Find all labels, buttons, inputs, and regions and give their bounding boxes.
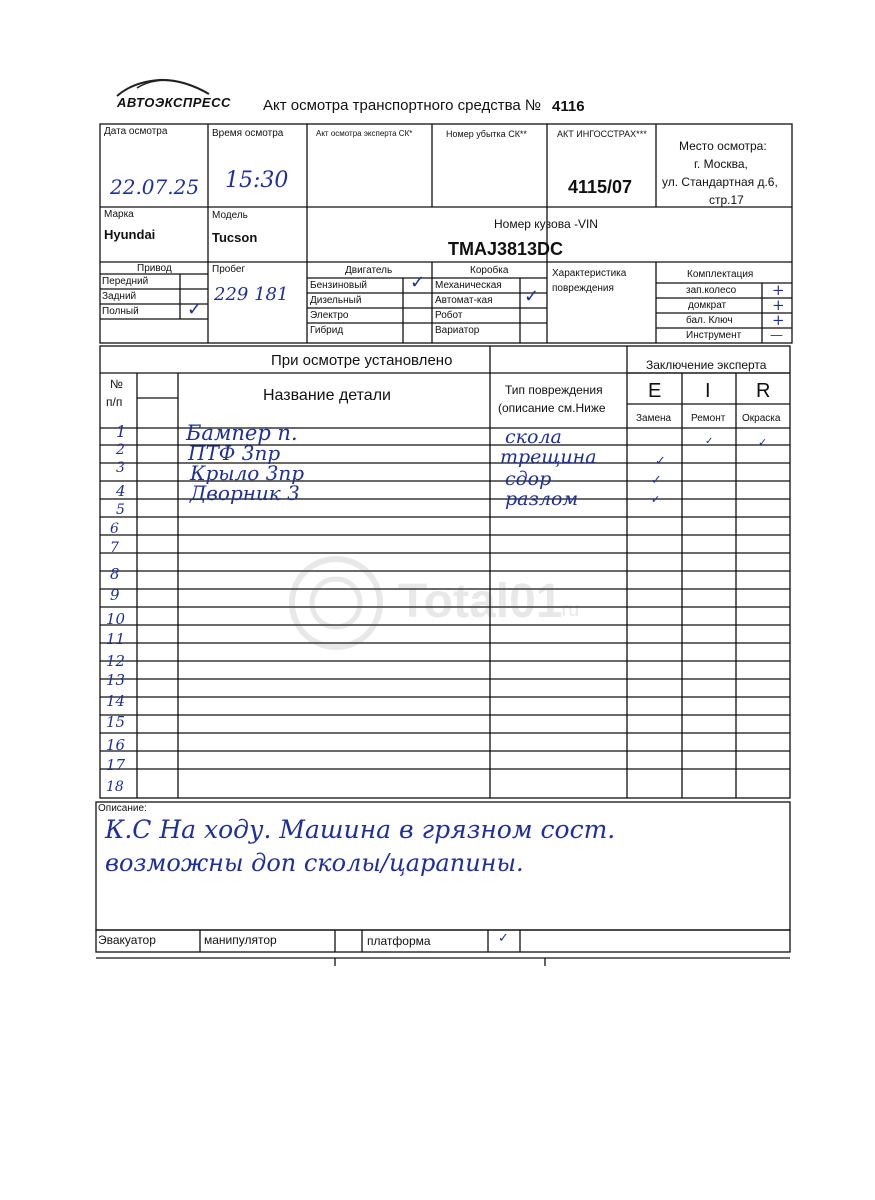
ingos-act-value: 4115/07 <box>568 177 633 197</box>
model-label: Модель <box>212 210 248 221</box>
act-number: 4116 <box>552 98 585 115</box>
kit-item-jack: домкрат <box>688 300 727 311</box>
engine-petrol-check-icon: ✓ <box>410 272 426 293</box>
vin-label: Номер кузова -VIN <box>494 217 598 231</box>
engine-label: Двигатель <box>345 265 393 276</box>
col-i-sub: Ремонт <box>691 413 726 424</box>
damage-type-subheader: (описание см.Ниже <box>498 401 606 415</box>
row-number: 18 <box>106 779 124 795</box>
date-value: 22.07.25 <box>110 175 200 199</box>
platform-check-icon: ✓ <box>498 931 509 946</box>
description-line-2: возможны доп сколы/царапины. <box>105 849 524 877</box>
part-name: Бампер п. <box>186 421 298 445</box>
ingos-act-label: АКТ ИНГОССТРАХ*** <box>557 129 647 139</box>
row1-paint-check-icon: ✓ <box>758 436 768 449</box>
engine-option-hybrid: Гибрид <box>310 325 344 336</box>
gearbox-option-auto: Автомат-кая <box>435 295 493 306</box>
part-name-header: Название детали <box>263 387 391 404</box>
time-value: 15:30 <box>225 168 289 193</box>
drive-label: Привод <box>137 263 172 274</box>
col-i-header: I <box>705 380 711 402</box>
watermark <box>288 548 608 658</box>
part-name: Крыло 3пр <box>190 461 305 485</box>
engine-option-petrol: Бензиновый <box>310 280 367 291</box>
row-number: 16 <box>106 736 126 754</box>
drive-option-front: Передний <box>102 276 149 287</box>
damage-type-header: Тип повреждения <box>505 383 603 397</box>
kit-item-wrench: бал. Ключ <box>686 315 733 326</box>
row-number: 17 <box>106 756 126 774</box>
gearbox-auto-check-icon: ✓ <box>524 286 540 307</box>
gearbox-option-manual: Механическая <box>435 280 502 291</box>
place-label: Место осмотра: <box>679 139 767 153</box>
row-number: 4 <box>116 482 126 500</box>
kit-jack-mark: + <box>772 296 785 314</box>
description-label: Описание: <box>98 803 147 814</box>
description-line-1: К.С На ходу. Машина в грязном сост. <box>105 815 616 844</box>
col-r-header: R <box>756 380 771 402</box>
kit-label: Комплектация <box>687 269 754 280</box>
time-label: Время осмотра <box>212 128 284 139</box>
row-number: 1 <box>116 422 127 441</box>
row1-repair-check-icon: ✓ <box>705 436 714 447</box>
damage-type: сдор <box>505 468 552 490</box>
row-number: 3 <box>116 460 125 476</box>
row-number: 6 <box>110 521 119 537</box>
company-logo <box>113 76 231 110</box>
platform-label: платформа <box>367 934 431 948</box>
col-e-sub: Замена <box>636 413 672 424</box>
document-title: Акт осмотра транспортного средства № <box>263 97 542 114</box>
kit-tools-mark: — <box>770 328 783 343</box>
part-name: ПТФ 3пр <box>188 441 281 465</box>
mileage-value: 229 181 <box>214 284 289 305</box>
row-number: 14 <box>106 692 126 710</box>
damage-char-label-1: Характеристика <box>552 268 627 279</box>
logo-text: АВТОЭКСПРЕСС <box>117 95 231 110</box>
gearbox-label: Коробка <box>470 265 509 276</box>
established-label: При осмотре установлено <box>271 352 453 369</box>
row2-replace-check-icon: ✓ <box>655 454 666 469</box>
col-r-sub: Окраска <box>742 413 781 424</box>
brand-label: Марка <box>104 209 134 220</box>
row-number: 2 <box>116 442 125 458</box>
watermark-text: Total01 <box>398 575 563 628</box>
model-value: Tucson <box>212 230 258 245</box>
gearbox-option-robot: Робот <box>435 310 463 321</box>
evacuator-label: Эвакуатор <box>98 933 156 947</box>
row-number: 11 <box>106 630 126 648</box>
damage-char-label-2: повреждения <box>552 283 614 294</box>
date-label: Дата осмотра <box>104 126 168 137</box>
row3-replace-check-icon: ✓ <box>651 473 662 488</box>
kit-spare-wheel-mark: + <box>772 281 785 299</box>
vin-value: TMAJ3813DC <box>448 239 564 259</box>
brand-value: Hyundai <box>104 227 156 242</box>
drive-option-full: Полный <box>102 306 139 317</box>
damage-type: скола <box>505 426 562 448</box>
damage-type: трещина <box>500 446 597 468</box>
place-street: ул. Стандартная д.6, <box>662 175 778 189</box>
place-building: стр.17 <box>709 193 744 207</box>
col-e-header: E <box>648 380 662 402</box>
kit-wrench-mark: + <box>772 311 785 329</box>
row-number: 10 <box>106 610 126 628</box>
row-number: 8 <box>110 565 120 583</box>
row-number: 15 <box>106 713 126 731</box>
watermark-suffix: .ru <box>556 599 580 621</box>
kit-item-tools: Инструмент <box>686 330 742 341</box>
no-sublabel: п/п <box>106 395 123 409</box>
kit-item-spare-wheel: зап.колесо <box>686 285 737 296</box>
row-number: 13 <box>106 671 126 689</box>
engine-option-diesel: Дизельный <box>310 295 362 306</box>
row4-replace-check-icon: ✓ <box>651 493 661 506</box>
conclusion-label: Заключение эксперта <box>646 358 767 372</box>
manipulator-label: манипулятор <box>204 933 277 947</box>
loss-number-label: Номер убытка СК** <box>446 129 527 139</box>
row-number: 9 <box>110 586 120 604</box>
gearbox-option-cvt: Вариатор <box>435 325 480 336</box>
row-number: 5 <box>116 502 125 518</box>
no-label: № <box>110 377 123 391</box>
engine-option-electric: Электро <box>310 310 349 321</box>
drive-full-check-icon: ✓ <box>187 299 203 320</box>
part-name: Дворник 3 <box>190 481 300 505</box>
row-number: 7 <box>110 540 119 556</box>
drive-option-rear: Задний <box>102 291 137 302</box>
place-city: г. Москва, <box>694 157 748 171</box>
damage-type: разлом <box>505 488 579 510</box>
mileage-label: Пробег <box>212 264 246 275</box>
row-number: 12 <box>106 652 126 670</box>
expert-act-label: Акт осмотра эксперта СК* <box>316 129 413 138</box>
